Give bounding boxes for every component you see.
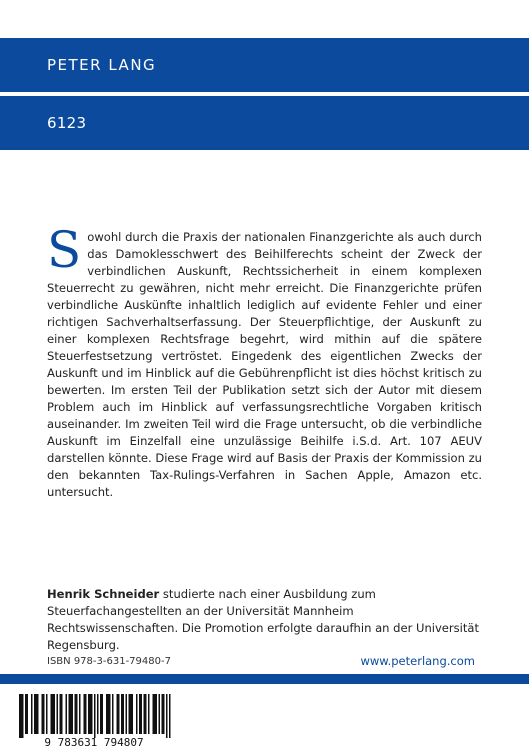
barcode-bar	[88, 694, 90, 734]
barcode-bar	[27, 694, 29, 734]
isbn: ISBN 978-3-631-79480-7	[47, 656, 171, 667]
author-note	[47, 586, 487, 654]
barcode-bar	[154, 694, 156, 734]
barcode-bar	[34, 694, 36, 734]
barcode-bar	[153, 694, 155, 734]
barcode-bar	[109, 694, 111, 734]
barcode-bar	[42, 694, 44, 734]
barcode-bar	[118, 694, 120, 734]
barcode-bar	[21, 694, 23, 738]
blurb-text	[47, 221, 482, 501]
publisher-name: PETER LANG	[47, 56, 157, 74]
barcode-bar	[75, 694, 77, 734]
barcode-bar	[52, 694, 54, 734]
barcode-bar	[130, 694, 132, 734]
barcode-bar	[70, 694, 72, 734]
barcode-bar	[90, 694, 92, 734]
barcode-bar	[136, 694, 138, 734]
website-link[interactable]: www.peterlang.com	[360, 654, 475, 668]
barcode-bar	[31, 694, 33, 734]
barcode-bar	[46, 694, 48, 734]
barcode-bar	[22, 694, 24, 738]
barcode-bar	[141, 694, 143, 734]
barcode-bar	[148, 694, 150, 734]
barcode-bar	[123, 694, 125, 734]
barcode-bar	[36, 694, 38, 734]
barcode-bar	[144, 694, 146, 734]
barcode-bar	[132, 694, 134, 734]
barcode-bar	[169, 694, 171, 738]
barcode-bar	[57, 694, 59, 734]
barcode-bar	[66, 694, 68, 734]
barcode-bar	[97, 694, 99, 734]
barcode-bar	[156, 694, 158, 734]
barcode-bar	[94, 694, 96, 738]
barcode-bar	[25, 694, 27, 734]
barcode-bar	[126, 694, 128, 734]
barcode-bar	[72, 694, 74, 734]
barcode-bar	[37, 694, 39, 734]
barcode-bar	[91, 694, 93, 734]
barcode-bar	[139, 694, 141, 734]
barcode-bar	[162, 694, 164, 734]
barcode-bar	[112, 694, 114, 734]
barcode-bar	[163, 694, 165, 734]
barcode	[7, 690, 182, 748]
barcode-image	[7, 690, 182, 748]
barcode-bar	[106, 694, 108, 734]
barcode-digits: 9 783631 794807	[44, 736, 144, 748]
author-bio: studierte nach einer Ausbildung zum Steuerfachangestellten an der Universität Mannheim Rechtswissenschaften. Die Promotion erfolgte daraufhin an der Universität Regensburg.	[47, 587, 480, 652]
barcode-bar	[100, 694, 102, 734]
bottom-band	[0, 674, 529, 684]
barcode-bar	[85, 694, 87, 734]
barcode-bar	[51, 694, 53, 734]
blurb-body: owohl durch die Praxis der nationalen Finanzgerichte als auch durch das Damoklesschwert des Beihilferechts scheint der Zweck der verbindlichen Auskunft, Rechtssicherheit in einem komplexen Steuerrecht zu gewähren, nicht mehr erreicht. Die Finanzgerichte prüfen verbindliche Auskünfte inhaltlich lediglich auf evidente Fehler und einer richtigen Sachverhaltserfassung. Der Steuerpflichtige, der Auskunft zu einer komplexen Rechtsfrage begehrt, wird mithin auf die spätere Steuerfestsetzung vertröstet. Eingedenk des eigentlichen Zwecks der Auskunft und im Hinblick auf die Gebührenpflicht ist dies höchst kritisch zu bewerten. Im ersten Teil der Publikation setzt sich der Autor mit diesem Problem auch im Hinblick auf verfassungsrechtliche Vorgaben kritisch auseinander. Im zweiten Teil wird die Frage untersucht, ob die verbindliche Auskunft im Einzelfall eine unzulässige Beihilfe i.S.d. Art. 107 AEUV darstellen könnte. Diese Frage wird auf Basis der Praxis der Kommission zu den bekannten Tax-Rulings-Verfahren in Sachen Apple, Amazon etc. untersucht.	[47, 230, 482, 499]
barcode-bar	[84, 694, 86, 734]
barcode-bar	[102, 694, 104, 734]
barcode-bar	[76, 694, 78, 734]
barcode-bar	[60, 694, 62, 734]
author-name: Henrik Schneider	[47, 587, 160, 601]
series-band	[0, 96, 529, 150]
barcode-bar	[69, 694, 71, 734]
barcode-bar	[19, 694, 21, 738]
barcode-bar	[159, 694, 161, 734]
barcode-bar	[108, 694, 110, 734]
barcode-bar	[166, 694, 168, 738]
barcode-bar	[43, 694, 45, 734]
barcode-bar	[117, 694, 119, 734]
barcode-bar	[54, 694, 56, 734]
barcode-bar	[145, 694, 147, 734]
barcode-bar	[61, 694, 63, 734]
publisher-band	[0, 38, 529, 92]
barcode-bar	[129, 694, 131, 734]
barcode-bar	[121, 694, 123, 734]
series-number: 6123	[47, 114, 87, 132]
barcode-bar	[79, 694, 81, 734]
dropcap-letter: S	[47, 221, 82, 279]
